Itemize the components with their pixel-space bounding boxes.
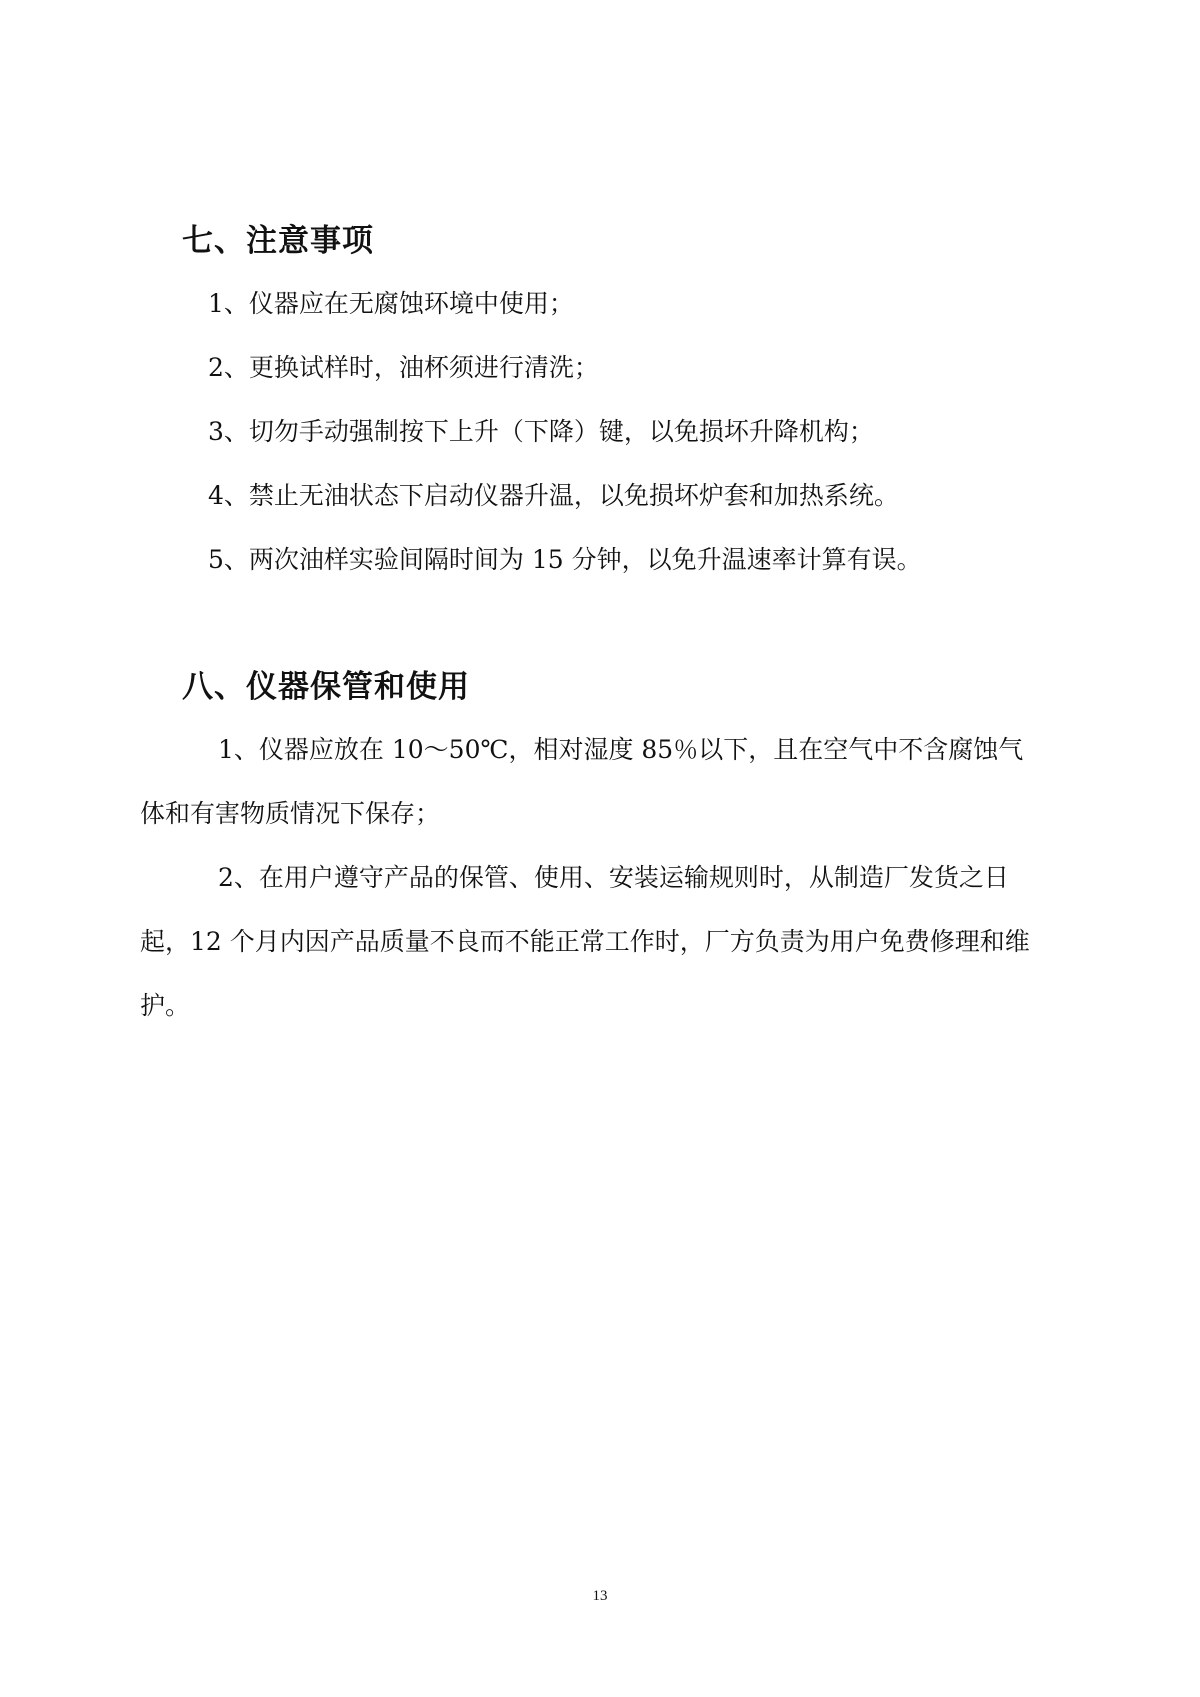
paragraph: 2、在用户遵守产品的保管、使用、安装运输规则时，从制造厂发货之日起，12 个月内因产品质量不良而不能正常工作时，厂方负责为用户免费修理和维护。 <box>140 863 1030 1020</box>
section-heading-storage-use: 八、仪器保管和使用 <box>182 669 470 705</box>
list-item: 2、更换试样时，油杯须进行清洗； <box>208 353 599 382</box>
section-heading-precautions: 七、注意事项 <box>182 223 374 259</box>
page-number: 13 <box>592 1588 608 1604</box>
section-storage-use <box>140 660 1040 1038</box>
section-precautions <box>140 214 1040 592</box>
list-item: 5、两次油样实验间隔时间为 15 分钟，以免升温速率计算有误。 <box>208 545 922 574</box>
list-item: 4、禁止无油状态下启动仪器升温，以免损坏炉套和加热系统。 <box>208 481 899 510</box>
list-item: 3、切勿手动强制按下上升（下降）键，以免损坏升降机构； <box>208 417 874 446</box>
paragraph: 1、仪器应放在 10～50℃，相对湿度 85％以下，且在空气中不含腐蚀气体和有害物质情况下保存； <box>140 735 1024 828</box>
list-item: 1、仪器应在无腐蚀环境中使用； <box>208 289 574 318</box>
